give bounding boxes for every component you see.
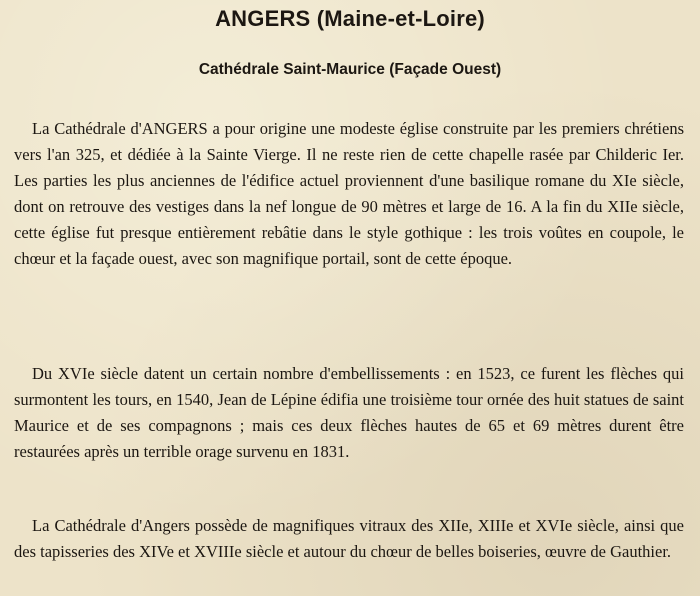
paragraph-sixteenth-century bbox=[14, 361, 684, 465]
paragraph-text: La Cathédrale d'Angers possède de magnifiques vitraux des XIIe, XIIIe et XVIe siècle, ainsi que des tapisseries des XIVe et XVIIIe siècle et autour du chœur de belles boiseries, œuvre de Gauthier. bbox=[14, 516, 684, 561]
page-subtitle: Cathédrale Saint-Maurice (Façade Ouest) bbox=[198, 61, 502, 78]
paragraph-text: La Cathédrale d'ANGERS a pour origine une modeste église construite par les premiers chrétiens vers l'an 325, et dédiée à la Sainte Vierge. Il ne reste rien de cette chapelle rasée par Childeric Ier. Les parties les plus anciennes de l'édifice actuel proviennent d'une basilique romane du XIe siècle, dont on retrouve des vestiges dans la nef longue de 90 mètres et large de 16. A la fin du XIIe siècle, cette église fut presque entièrement rebâtie dans le style gothique : les trois voûtes en coupole, le chœur et la façade ouest, avec son magnifique portail, sont de cette époque. bbox=[14, 119, 684, 268]
paragraph-decoration bbox=[14, 513, 684, 565]
paragraph-origins bbox=[14, 116, 684, 272]
page-title: ANGERS (Maine-et-Loire) bbox=[215, 6, 485, 31]
paragraph-text: Du XVIe siècle datent un certain nombre d'embellissements : en 1523, ce furent les flèches qui surmontent les tours, en 1540, Jean de Lépine édifia une troisième tour ornée des huit statues de saint Maurice et de ses compagnons ; mais ces deux flèches hautes de 65 et 69 mètres durent être restaurées après un terrible orage survenu en 1831. bbox=[14, 364, 684, 461]
